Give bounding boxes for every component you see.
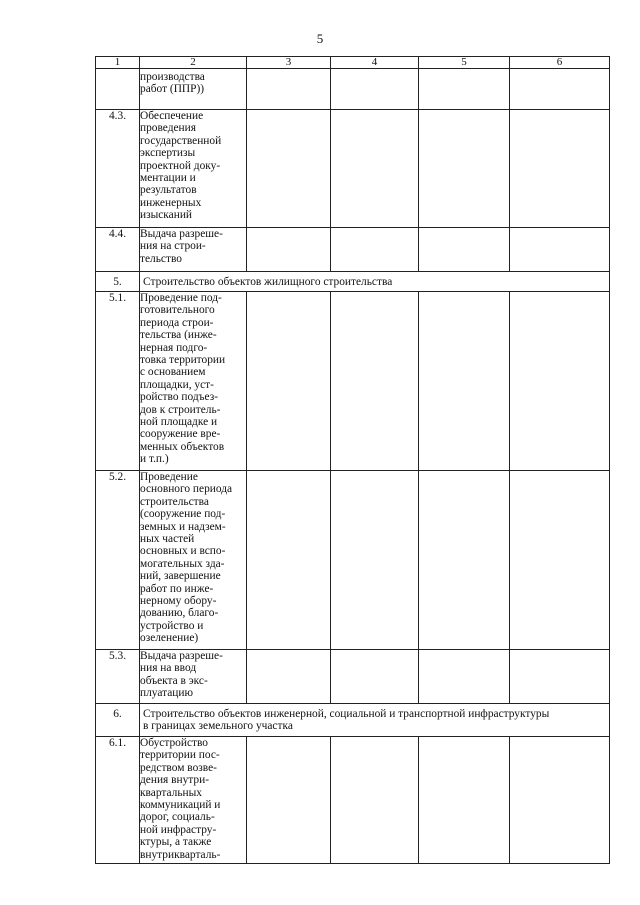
empty-cell — [247, 110, 331, 228]
text-line: проектной доку- — [140, 159, 221, 172]
header-cell-2: 2 — [140, 57, 247, 69]
text-line: менных объектов — [140, 440, 225, 453]
text-line: квартальных — [140, 786, 202, 799]
text-line: могательных зда- — [140, 557, 225, 570]
section-number: 5. — [96, 272, 140, 292]
row-number: 6.1. — [96, 737, 140, 864]
empty-cell — [419, 471, 510, 650]
text-line: редством возве- — [140, 761, 217, 774]
text-line: коммуникаций и — [140, 799, 221, 812]
empty-cell — [510, 69, 610, 110]
text-line: изысканий — [140, 209, 193, 222]
header-row — [96, 57, 610, 69]
text-line: Обеспечение — [140, 110, 204, 122]
empty-cell — [331, 737, 419, 864]
text-line: товка территории — [140, 354, 226, 367]
empty-cell — [331, 292, 419, 471]
text-line: дов к строитель- — [140, 403, 221, 416]
row-number — [96, 69, 140, 110]
text-line: внутрикварталь- — [140, 848, 221, 861]
text-line: плуатацию — [140, 687, 193, 700]
text-line: дорог, социаль- — [140, 811, 215, 824]
empty-cell — [331, 110, 419, 228]
text-line: результатов — [140, 184, 197, 197]
empty-cell — [419, 650, 510, 704]
table-row — [96, 228, 610, 272]
text-line: нерному обору- — [140, 595, 217, 608]
row-number: 5.1. — [96, 292, 140, 471]
table-row — [96, 471, 610, 650]
row-title — [140, 650, 247, 704]
text-line: устройство и — [140, 619, 204, 632]
table-row — [96, 292, 610, 471]
text-line: тельство — [140, 252, 182, 265]
section-number: 6. — [96, 704, 140, 737]
row-number: 4.3. — [96, 110, 140, 228]
empty-cell — [510, 650, 610, 704]
table-row — [96, 650, 610, 704]
empty-cell — [419, 292, 510, 471]
text-line: Проведение под- — [140, 292, 222, 304]
text-line: дения внутри- — [140, 774, 210, 787]
text-line: государственной — [140, 134, 222, 147]
text-line: территории пос- — [140, 749, 220, 762]
text-line: работ (ППР)) — [140, 83, 205, 96]
row-title — [140, 228, 247, 272]
header-cell-5: 5 — [419, 57, 510, 69]
text-line: тельства (инже- — [140, 329, 217, 342]
header-cell-6: 6 — [510, 57, 610, 69]
empty-cell — [510, 228, 610, 272]
empty-cell — [419, 110, 510, 228]
text-line: ной инфрастру- — [140, 823, 217, 836]
text-line: основных и вспо- — [140, 545, 226, 558]
text-line: объекта в экс- — [140, 674, 208, 687]
text-line: с основанием — [140, 366, 206, 379]
empty-cell — [247, 650, 331, 704]
text-line: производства — [140, 71, 205, 83]
section-title-text: Строительство объектов жилищного строительства — [143, 276, 393, 288]
schedule-table — [95, 56, 610, 864]
header-cell-1: 1 — [96, 57, 140, 69]
empty-cell — [419, 228, 510, 272]
text-line: (сооружение под- — [140, 508, 226, 521]
text-line: озеленение) — [140, 632, 199, 645]
text-line: готовительного — [140, 304, 215, 317]
empty-cell — [419, 737, 510, 864]
empty-cell — [331, 471, 419, 650]
text-line: ных частей — [140, 533, 195, 546]
row-title — [140, 69, 247, 110]
text-line: основного периода — [140, 483, 233, 496]
row-title — [140, 292, 247, 471]
empty-cell — [419, 69, 510, 110]
text-line: ния на ввод — [140, 662, 197, 675]
text-line: и т.п.) — [140, 453, 169, 466]
row-number: 4.4. — [96, 228, 140, 272]
empty-cell — [247, 69, 331, 110]
text-line: экспертизы — [140, 147, 196, 160]
text-line: Обустройство — [140, 737, 208, 749]
text-line: ктуры, а также — [140, 836, 212, 849]
empty-cell — [331, 228, 419, 272]
text-line: ройство подъез- — [140, 391, 218, 404]
text-line: сооружение вре- — [140, 428, 221, 441]
row-number: 5.3. — [96, 650, 140, 704]
text-line: дованию, благо- — [140, 607, 219, 620]
row-title — [140, 737, 247, 864]
row-title — [140, 110, 247, 228]
text-line: ния на строи- — [140, 240, 206, 253]
text-line: ний, завершение — [140, 570, 221, 583]
row-number: 5.2. — [96, 471, 140, 650]
text-line: работ по инже- — [140, 582, 214, 595]
empty-cell — [247, 292, 331, 471]
table-row — [96, 69, 610, 110]
text-line: периода строи- — [140, 316, 214, 329]
section-row — [96, 704, 610, 737]
text-line: площадки, уст- — [140, 378, 214, 391]
empty-cell — [247, 471, 331, 650]
empty-cell — [510, 737, 610, 864]
text-line: Строительство объектов инженерной, социальной и транспортной инфраструктуры — [143, 708, 550, 720]
text-line: нерная подго- — [140, 341, 208, 354]
header-cell-3: 3 — [247, 57, 331, 69]
empty-cell — [331, 69, 419, 110]
text-line: строительства — [140, 495, 209, 508]
text-line: Выдача разреше- — [140, 228, 223, 240]
empty-cell — [510, 471, 610, 650]
text-line: земных и надзем- — [140, 520, 226, 533]
empty-cell — [331, 650, 419, 704]
text-line: проведения — [140, 122, 196, 135]
section-row — [96, 272, 610, 292]
text-line: Проведение — [140, 471, 198, 483]
table-row — [96, 110, 610, 228]
text-line: инженерных — [140, 196, 202, 209]
empty-cell — [510, 110, 610, 228]
empty-cell — [247, 737, 331, 864]
empty-cell — [247, 228, 331, 272]
text-line: ной площадке и — [140, 416, 218, 429]
table-row — [96, 737, 610, 864]
row-title — [140, 471, 247, 650]
empty-cell — [510, 292, 610, 471]
text-line: в границах земельного участка — [143, 720, 293, 733]
text-line: Выдача разреше- — [140, 650, 223, 662]
header-cell-4: 4 — [331, 57, 419, 69]
text-line: ментации и — [140, 172, 196, 185]
section-title — [140, 272, 610, 292]
page-number: 5 — [316, 31, 324, 46]
section-title — [140, 704, 610, 737]
